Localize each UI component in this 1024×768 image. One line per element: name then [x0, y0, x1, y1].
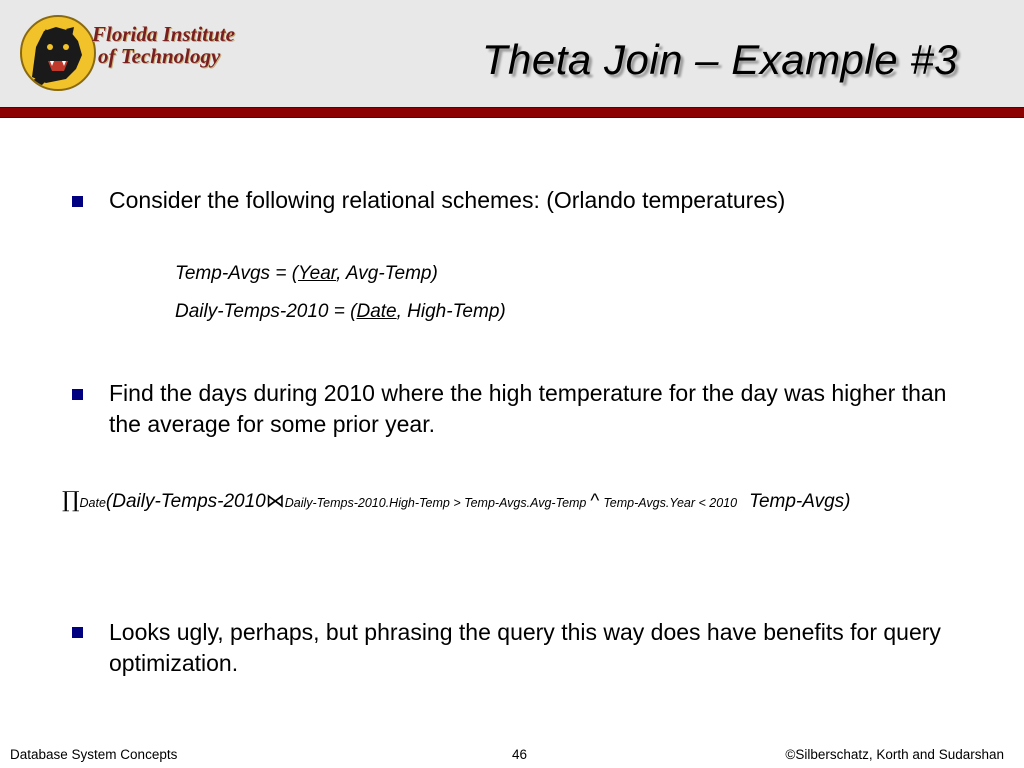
and-symbol: ^	[590, 491, 600, 512]
footer-left: Database System Concepts	[10, 747, 178, 762]
scheme-key: Year	[298, 263, 337, 284]
projection-symbol: ∏	[62, 488, 80, 513]
scheme-key: Date	[356, 301, 397, 322]
fit-logo	[20, 15, 260, 89]
right-operand: Temp-Avgs)	[749, 491, 851, 512]
bullet-square-icon	[72, 389, 83, 400]
join-condition-1: Daily-Temps-2010.High-Temp > Temp-Avgs.Avg-Temp	[284, 496, 587, 510]
scheme-prefix: Daily-Temps-2010 = (	[175, 301, 357, 322]
bullet-square-icon	[72, 196, 83, 207]
logo-text	[92, 23, 235, 67]
bullet-text-3: Looks ugly, perhaps, but phrasing the query this way does have benefits for query optimization.	[109, 619, 941, 676]
scheme-temp-avgs	[175, 263, 438, 285]
slide-header	[0, 0, 1024, 107]
bullet-text-1: Consider the following relational schemes: (Orlando temperatures)	[109, 187, 786, 213]
panther-logo-icon	[20, 15, 96, 91]
logo-line-2: of Technology	[98, 44, 221, 68]
title-divider-bar	[0, 107, 1024, 118]
left-operand: (Daily-Temps-2010	[105, 491, 266, 512]
join-condition-2: Temp-Avgs.Year < 2010	[603, 496, 738, 510]
projection-subscript: Date	[79, 496, 106, 510]
footer-right: ©Silberschatz, Korth and Sudarshan	[785, 747, 1004, 762]
scheme-prefix: Temp-Avgs = (	[175, 263, 299, 284]
bullet-text-2: Find the days during 2010 where the high temperature for the day was higher than the average for some prior year.	[109, 380, 947, 437]
slide-title: Theta Join – Example #3	[481, 36, 958, 83]
theta-join-symbol: ⋈	[265, 490, 285, 512]
scheme-rest: , High-Temp)	[396, 301, 506, 322]
footer-page-number: 46	[512, 747, 528, 762]
scheme-daily-temps	[175, 301, 506, 323]
relational-algebra-expression	[62, 488, 850, 513]
logo-line-1: Florida Institute	[92, 22, 235, 46]
scheme-rest: , Avg-Temp)	[336, 263, 438, 284]
bullet-square-icon	[72, 627, 83, 638]
